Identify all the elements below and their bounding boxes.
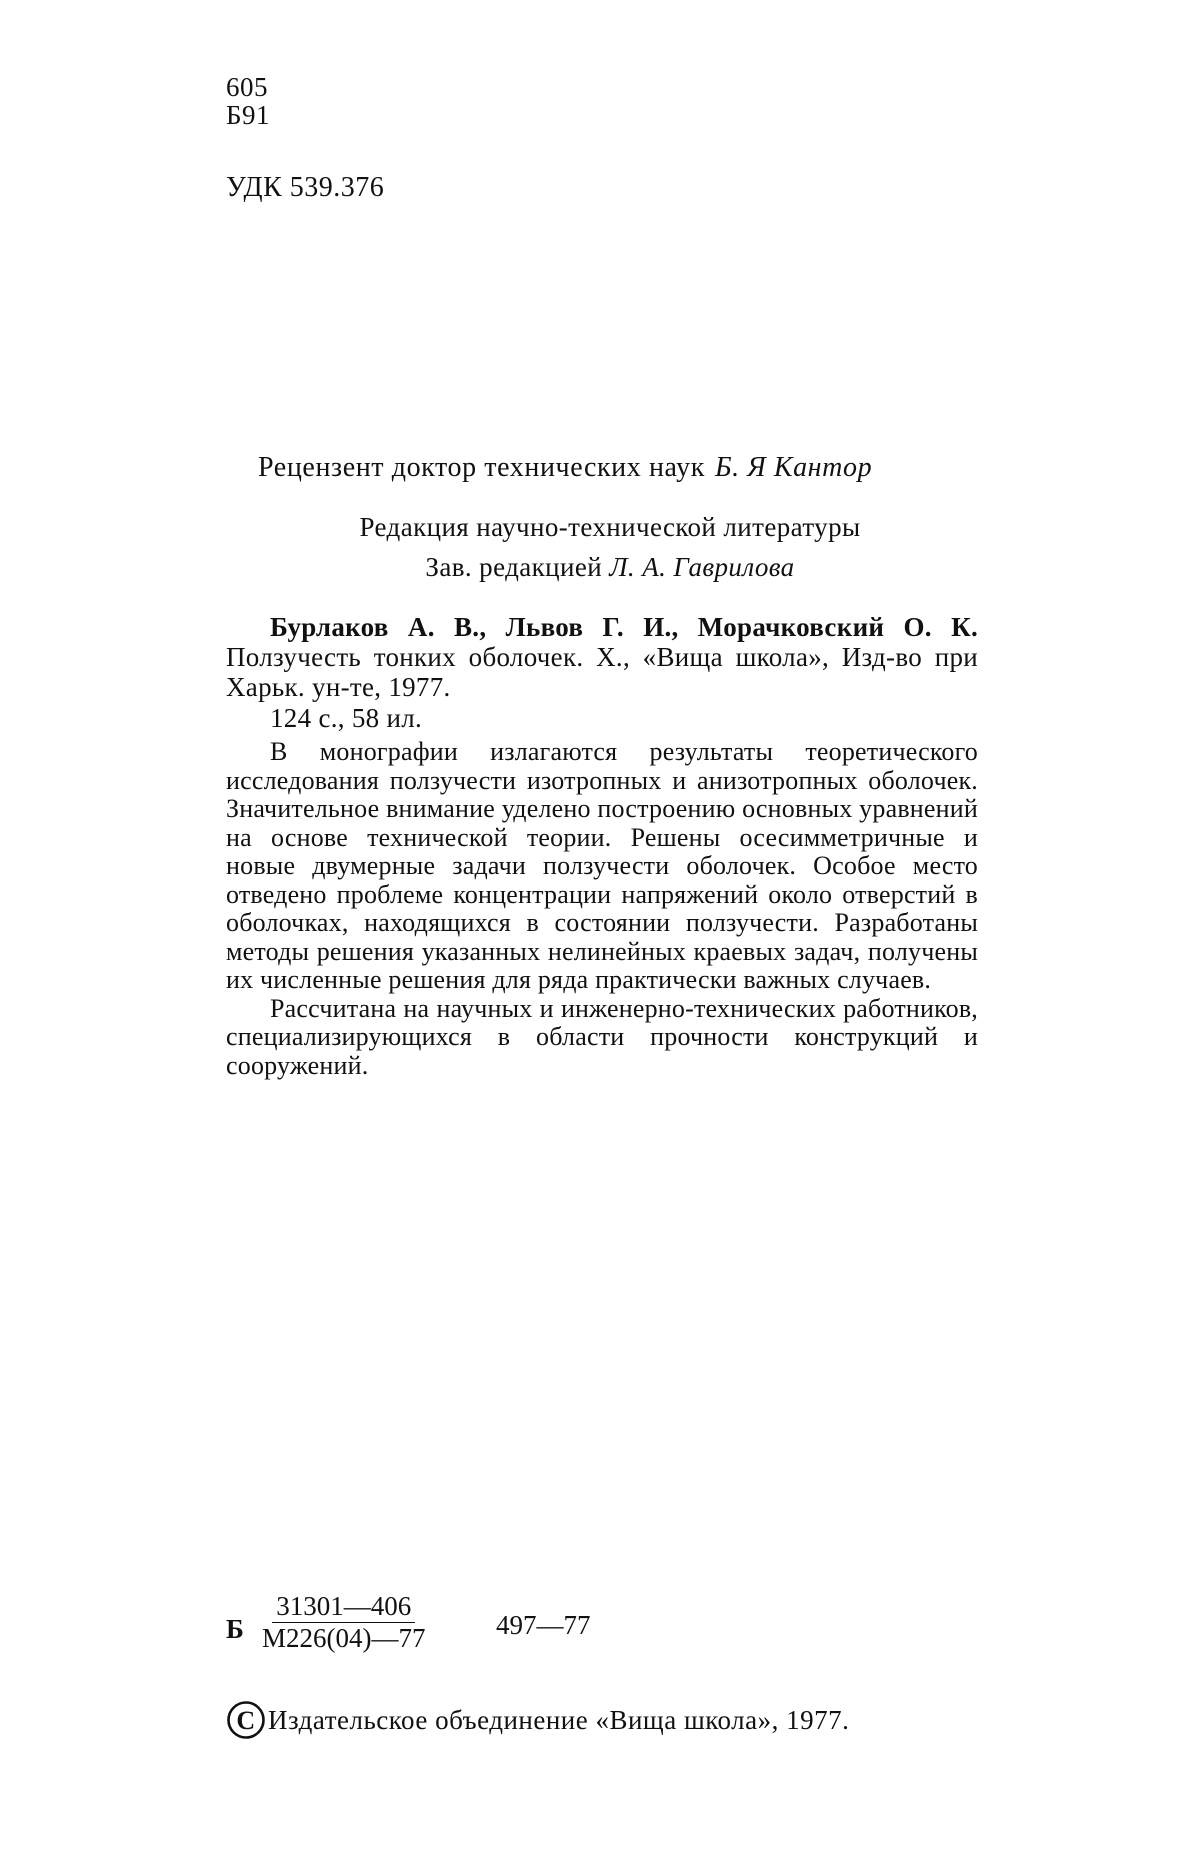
editorial-head-prefix: Зав. редакцией <box>425 552 603 582</box>
reviewer-line <box>258 452 872 484</box>
abstract-paragraph-2: Рассчитана на научных и инженерно-технических работников, специализирующихся в области прочности конструкций и сооружений. <box>226 993 978 1080</box>
reviewer-prefix: Рецензент доктор технических наук <box>258 452 705 483</box>
abstract-paragraph-1: В монографии излагаются результаты теоретического исследования ползучести изотропных и анизотропных оболочек. Значительное внимание уделено построению основных уравнений на основе технической теории. Решены осесимметричные и новые двумерные задачи ползучести оболочек. Особое место отведено проблеме концентрации напряжений около отверстий в оболочках, находящихся в состоянии ползучести. Разработаны методы решения указанных нелинейных краевых задач, получены их численные решения для ряда практически важных случаев. <box>226 737 978 994</box>
editorial-head-name: Л. А. Гаврилова <box>609 552 795 582</box>
publication-code-numerator: 31301—406 <box>272 1592 415 1623</box>
copyright-line <box>226 1700 849 1740</box>
page-count: 124 с., 58 ил. <box>270 703 423 733</box>
classification-code-2: Б91 <box>226 100 271 130</box>
publication-code-fraction <box>258 1592 430 1652</box>
copyright-text: Издательское объединение «Вища школа», 1977. <box>268 1704 850 1735</box>
editorial-department: Редакция научно-технической литературы <box>359 512 861 542</box>
publication-code-suffix: 497—77 <box>496 1610 591 1640</box>
copyright-symbol: C <box>236 1706 256 1735</box>
abstract <box>226 738 978 1080</box>
reviewer-name: Б. Я Кантор <box>714 452 873 483</box>
publication-code-letter: Б <box>226 1614 244 1644</box>
bibliographic-title: Ползучесть тонких оболочек. Х., «Вища школа», Изд-во при Харьк. ун-те, 1977. <box>226 642 978 702</box>
bibliographic-record <box>226 612 978 702</box>
publication-code-denominator: М226(04)—77 <box>262 1623 426 1653</box>
classification-codes <box>226 73 270 129</box>
copyright-icon <box>226 1700 266 1740</box>
classification-code-1: 605 <box>226 72 268 102</box>
bibliographic-authors: Бурлаков А. В., Львов Г. И., Морачковский О. К. <box>270 612 978 642</box>
publication-code <box>226 1592 626 1672</box>
udk-code: УДК 539.376 <box>226 172 385 203</box>
editorial-head-line <box>226 552 994 583</box>
